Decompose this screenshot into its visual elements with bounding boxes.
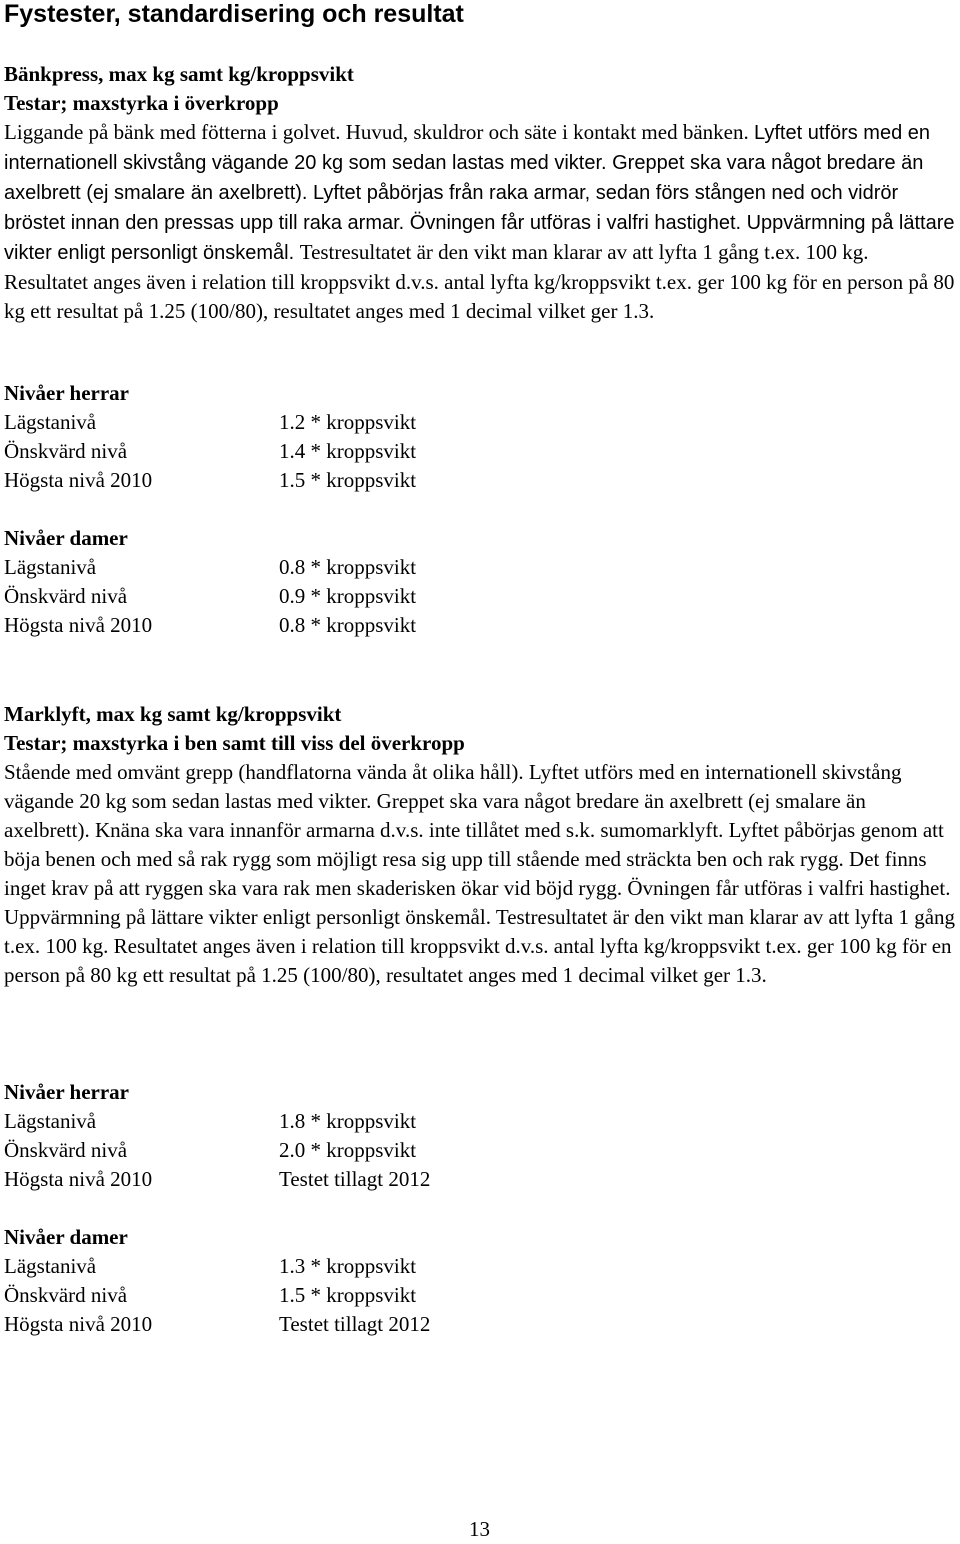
level-row bbox=[4, 1107, 604, 1136]
level-label: Högsta nivå 2010 bbox=[4, 613, 153, 637]
bench-levels-women bbox=[4, 524, 604, 640]
level-value: 1.2 * kroppsvikt bbox=[279, 410, 417, 434]
level-row bbox=[4, 1165, 604, 1194]
level-value: Testet tillagt 2012 bbox=[279, 1312, 431, 1336]
level-label: Önskvärd nivå bbox=[4, 439, 128, 463]
level-value: Testet tillagt 2012 bbox=[279, 1167, 431, 1191]
deadlift-subheading: Testar; maxstyrka i ben samt till viss del överkropp bbox=[4, 731, 465, 755]
level-row bbox=[4, 611, 604, 640]
level-row bbox=[4, 1252, 604, 1281]
level-row bbox=[4, 553, 604, 582]
level-label: Lägstanivå bbox=[4, 410, 97, 434]
level-value: 0.8 * kroppsvikt bbox=[279, 555, 417, 579]
deadlift-heading: Marklyft, max kg samt kg/kroppsvikt bbox=[4, 702, 342, 726]
levels-heading: Nivåer herrar bbox=[4, 381, 129, 405]
level-value: 2.0 * kroppsvikt bbox=[279, 1138, 417, 1162]
deadlift-levels-men bbox=[4, 1078, 604, 1194]
bench-press-description bbox=[4, 118, 956, 326]
level-row bbox=[4, 466, 604, 495]
level-value: 0.8 * kroppsvikt bbox=[279, 613, 417, 637]
level-row bbox=[4, 408, 604, 437]
level-value: 1.5 * kroppsvikt bbox=[279, 468, 417, 492]
deadlift-section bbox=[4, 700, 956, 990]
description-text-run: Liggande på bänk med fötterna i golvet. Huvud, skuldror och säte i kontakt med bänken. bbox=[4, 120, 754, 144]
level-label: Önskvärd nivå bbox=[4, 1283, 128, 1307]
bench-press-subheading: Testar; maxstyrka i överkropp bbox=[4, 91, 279, 115]
level-value: 1.4 * kroppsvikt bbox=[279, 439, 417, 463]
level-label: Önskvärd nivå bbox=[4, 584, 128, 608]
level-label: Önskvärd nivå bbox=[4, 1138, 128, 1162]
level-row bbox=[4, 1281, 604, 1310]
deadlift-description: Stående med omvänt grepp (handflatorna vända åt olika håll). Lyftet utförs med en internationell skivstång vägande 20 kg som sedan lastas med vikter. Greppet ska vara något bredare än axelbrett (ej smalare än axelbrett). Knäna ska vara innanför armarna d.v.s. inte tillåtet med s.k. sumomarklyft. Lyftet påbörjas genom att böja benen och med så rak rygg som möjligt resa sig upp till stående med sträckta ben och rak rygg. Det finns inget krav på att ryggen ska vara rak men skaderisken ökar vid böjd rygg. Övningen får utföras i valfri hastighet. Uppvärmning på lättare vikter enligt personligt önskemål. Testresultatet är den vikt man klarar av att lyfta 1 gång t.ex. 100 kg. Resultatet anges även i relation till kroppsvikt d.v.s. antal lyfta kg/kroppsvikt t.ex. ger 100 kg för en person på 80 kg ett resultat på 1.25 (100/80), resultatet anges med 1 decimal vilket ger 1.3. bbox=[4, 760, 956, 987]
page-title: Fystester, standardisering och resultat bbox=[4, 0, 464, 28]
page-number: 13 bbox=[469, 1517, 490, 1541]
level-row bbox=[4, 1310, 604, 1339]
level-value: 1.8 * kroppsvikt bbox=[279, 1109, 417, 1133]
level-row bbox=[4, 1136, 604, 1165]
levels-heading: Nivåer damer bbox=[4, 526, 128, 550]
deadlift-levels-women bbox=[4, 1223, 604, 1339]
level-value: 1.5 * kroppsvikt bbox=[279, 1283, 417, 1307]
bench-levels-men bbox=[4, 379, 604, 495]
level-row bbox=[4, 437, 604, 466]
description-text-run: Lyftet utförs med en internationell skivstång vägande 20 kg som sedan lastas med vikter. Greppet ska vara något bredare än axelbrett (ej smalare än axelbrett). Lyftet påbörjas från raka armar, sedan förs stången ned och vidrör bröstet innan den pressas upp till raka armar. Övningen får utföras i valfri hastighet. Uppvärmning på lättare vikter enligt personligt önskemål. bbox=[4, 122, 955, 264]
level-value: 1.3 * kroppsvikt bbox=[279, 1254, 417, 1278]
level-label: Högsta nivå 2010 bbox=[4, 1167, 153, 1191]
level-label: Lägstanivå bbox=[4, 555, 97, 579]
level-label: Högsta nivå 2010 bbox=[4, 1312, 153, 1336]
level-label: Lägstanivå bbox=[4, 1254, 97, 1278]
level-label: Lägstanivå bbox=[4, 1109, 97, 1133]
levels-heading: Nivåer herrar bbox=[4, 1080, 129, 1104]
description-text-run: Testresultatet är den vikt man klarar av att lyfta 1 gång t.ex. 100 kg. Resultatet anges även i relation till kroppsvikt d.v.s. antal lyfta kg/kroppsvikt t.ex. ger 100 kg för en person på 80 kg ett resultat på 1.25 (100/80), resultatet anges med 1 decimal vilket ger 1.3. bbox=[4, 240, 955, 323]
level-value: 0.9 * kroppsvikt bbox=[279, 584, 417, 608]
levels-heading: Nivåer damer bbox=[4, 1225, 128, 1249]
bench-press-section bbox=[4, 60, 956, 326]
level-row bbox=[4, 582, 604, 611]
bench-press-heading: Bänkpress, max kg samt kg/kroppsvikt bbox=[4, 62, 354, 86]
level-label: Högsta nivå 2010 bbox=[4, 468, 153, 492]
